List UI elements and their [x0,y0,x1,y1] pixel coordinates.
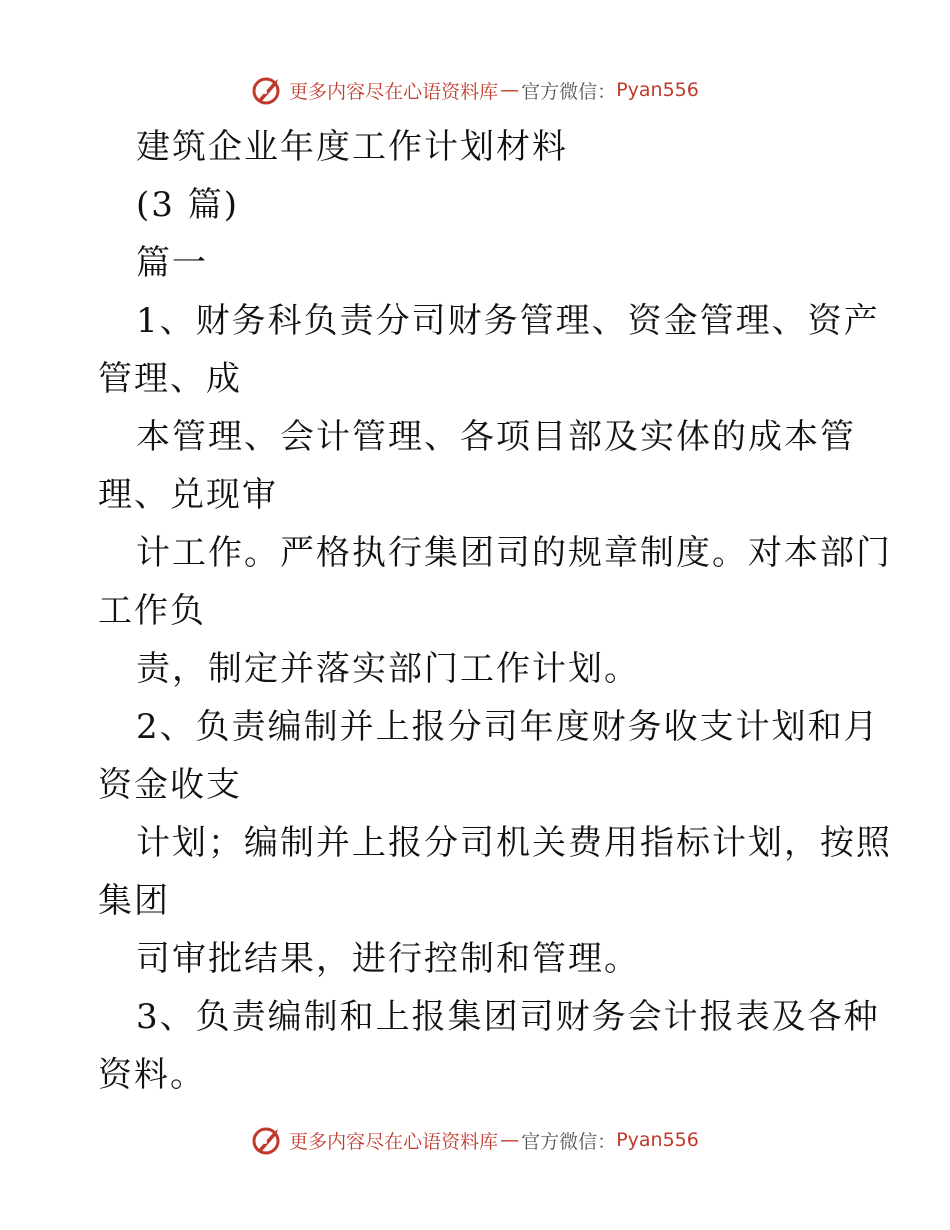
footer-banner [0,1120,950,1160]
wechat-id: Pyan556 [616,79,699,101]
text-line: 司审批结果，进行控制和管理。 [136,939,640,979]
text-line: 2、负责编制并上报分司年度财务收支计划和月 [136,707,880,747]
text-line: 3、负责编制和上报集团司财务会计报表及各种 [136,997,880,1037]
banner-text: 更多内容尽在心语资料库 [289,80,499,103]
text-line: 计划；编制并上报分司机关费用指标计划，按照 [136,823,892,863]
paragraph-lines [98,292,892,1104]
section-heading: 篇一 [136,243,208,283]
wechat-label: 官方微信： [521,80,617,103]
text-line: 责，制定并落实部门工作计划。 [136,649,640,689]
text-line: 集团 [98,881,170,921]
pen-logo-icon [251,1123,285,1157]
document-subtitle: (3 篇) [136,185,239,225]
wechat-id: Pyan556 [616,1129,699,1151]
wechat-label: 官方微信： [521,1130,617,1153]
header-banner [0,70,950,110]
pen-logo-icon [251,73,285,107]
text-line: 1、财务科负责分司财务管理、资金管理、资产 [136,301,880,341]
text-line: 资料。 [98,1055,206,1095]
banner-separator: — [500,79,520,101]
banner-separator: — [500,1129,520,1151]
text-line: 工作负 [98,591,206,631]
text-line: 资金收支 [98,765,242,805]
document-title: 建筑企业年度工作计划材料 [136,127,568,167]
banner-text: 更多内容尽在心语资料库 [289,1130,499,1153]
text-line: 管理、成 [98,359,242,399]
text-line: 计工作。严格执行集团司的规章制度。对本部门 [136,533,892,573]
text-line: 理、兑现审 [98,475,278,515]
text-line: 本管理、会计管理、各项目部及实体的成本管 [136,417,856,457]
document-body [98,118,892,1104]
